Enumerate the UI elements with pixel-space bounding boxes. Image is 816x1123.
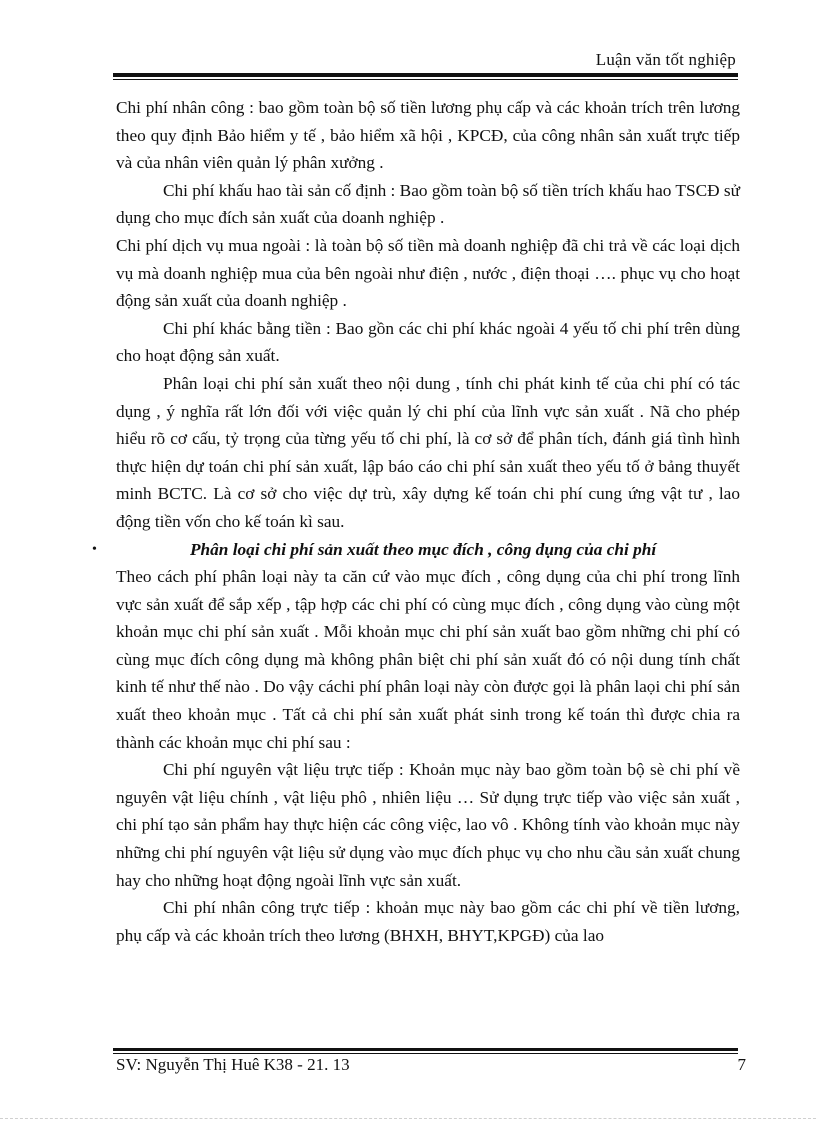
paragraph-direct-labor: Chi phí nhân công trực tiếp : khoản mục này bao gồm các chi phí về tiền lương, phụ cấp và các khoản trích theo lương (BHXH, BHYT,KPGĐ) của lao: [116, 898, 740, 945]
footer-author: SV: Nguyễn Thị Huê K38 - 21. 13: [116, 1055, 350, 1074]
section-heading-text: Phân loại chi phí sản xuất theo mục đích , công dụng của chi phí: [190, 539, 657, 559]
page-header-title: Luận văn tốt nghiệp: [595, 50, 736, 69]
paragraph-classification-by-purpose: Theo cách phí phân loại này ta căn cứ vào mục đích , công dụng của chi phí trong lĩnh vực sản xuất để sắp xếp , tập hợp các chi phí có cùng mục đích , công dụng vào cùng một khoản mục chi phí sản xuất . Mỗi khoản mục chi phí sản xuất bao gồm những chi phí có cùng mục đích công dụng mà không phân biệt chi phí sản xuất đó có nội dung tính chất kinh tế như thế nào . Do vậy cáchi phí phân loại này còn được gọi là phân laọi chi phí sản xuất theo khoản mục . Tất cả chi phí sản xuất phát sinh trong kế toán thì được chia ra thành các khoản mục chi phí sau :: [116, 567, 740, 752]
footer-rule-thin: [113, 1053, 738, 1054]
bullet-icon: •: [92, 541, 97, 557]
page-number: 7: [737, 1055, 746, 1074]
header-rule-thin: [113, 79, 738, 80]
paragraph-other-cash-costs: Chi phí khác bằng tiền : Bao gồn các chi phí khác ngoài 4 yếu tố chi phí trên dùng cho hoạt động sản xuất.: [116, 318, 740, 366]
paragraph-outsourced-services: Chi phí dịch vụ mua ngoài : là toàn bộ số tiền mà doanh nghiệp đã chi trả về các loại dịch vụ mà doanh nghiệp mua của bên ngoài như điện , nước , điện thoại …. phục vụ cho hoạt động sản xuất của doanh nghiệp .: [116, 235, 740, 311]
page-bottom-border: [0, 1118, 816, 1119]
paragraph-classification-by-content: Phân loại chi phí sản xuất theo nội dung , tính chi phát kinh tế của chi phí có tác dụng , ý nghĩa rất lớn đối với việc quản lý chi phí của lĩnh vực sản xuất . Nã cho phép hiểu rõ cơ cấu, tỷ trọng của từng yếu tố chi phí, là cơ sở để phân tích, đánh giá tình hình thực hiện dự toán chi phí sản xuất, lập báo cáo chi phí sản xuất theo yếu tố ở bảng thuyết minh BCTC. Là cơ sở cho việc dự trù, xây dựng kế toán chi phí cung ứng vật tư , lao động tiền vốn cho kế toán kì sau.: [116, 373, 740, 531]
section-heading: [92, 536, 740, 564]
document-body: [92, 94, 740, 949]
paragraph-direct-materials: Chi phí nguyên vật liệu trực tiếp : Khoản mục này bao gồm toàn bộ sè chi phí về nguyên vật liệu chính , vật liệu phô , nhiên liệu … Sử dụng trực tiếp vào việc sản xuất , chi phí tạo sản phẩm hay thực hiện các công việc, lao vô . Không tính vào khoản mục này những chi phí nguyên vật liệu sử dụng vào mục đích phục vụ cho nhu cầu sản xuất chung hay cho những hoạt động ngoài lĩnh vực sản xuất.: [116, 760, 740, 890]
paragraph-labor-cost: Chi phí nhân công : bao gồm toàn bộ số tiền lương phụ cấp và các khoản trích trên lương theo quy định Bảo hiểm y tế , bảo hiểm xã hội , KPCĐ, của công nhân sản xuất trực tiếp và của nhân viên quản lý phân xưởng .: [116, 98, 740, 173]
footer-rule-thick: [113, 1048, 738, 1051]
paragraph-depreciation: Chi phí khấu hao tài sản cố định : Bao gồm toàn bộ số tiền trích khấu hao TSCĐ sử dụng cho mục đích sản xuất của doanh nghiệp .: [116, 180, 740, 228]
header-rule-thick: [113, 73, 738, 77]
